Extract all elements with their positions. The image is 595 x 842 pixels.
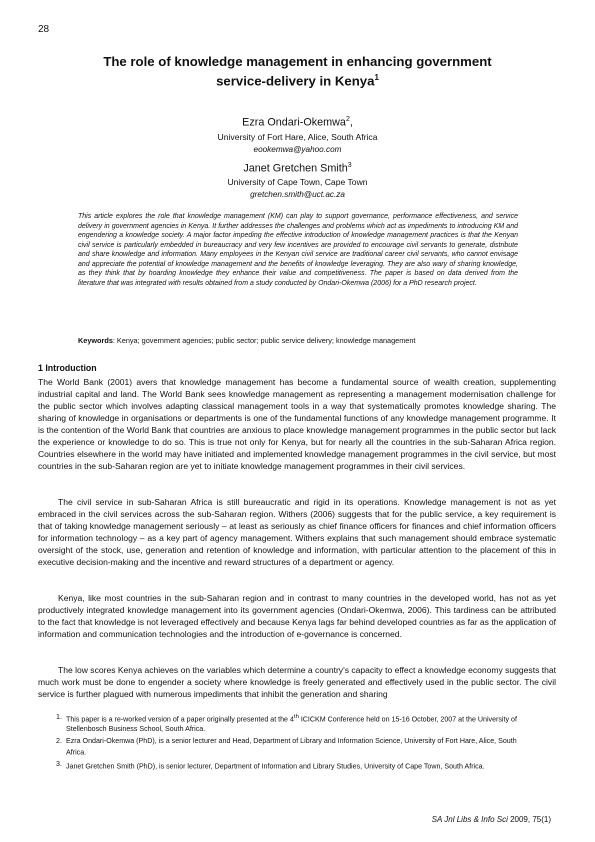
- author-name: [0, 162, 595, 175]
- author-name-text: Ezra Ondari-Okemwa: [242, 116, 346, 129]
- footnote: [56, 737, 536, 759]
- journal-name: SA Jnl Libs & Info Sci: [431, 815, 508, 824]
- footnote: [56, 713, 536, 735]
- title-line-1: The role of knowledge management in enhancing government: [103, 54, 492, 69]
- keywords: [78, 336, 538, 345]
- author-footnote-mark: 3: [347, 162, 352, 169]
- body-paragraph: The low scores Kenya achieves on the variables which determine a country's capacity to effect a knowledge economy suggests that much work must be done to engender a society where knowledge is freely generated and effectively used in the public sector. The civil service is further plagued with numerous impediments that inhibit the generation and sharing: [38, 665, 556, 700]
- keywords-text: : Kenya; government agencies; public sector; public service delivery; knowledge management: [112, 336, 416, 345]
- author-footnote-mark: 2: [345, 116, 350, 123]
- footnote-number: 2.: [56, 736, 62, 745]
- author-name: [0, 116, 595, 129]
- title-footnote-mark: 1: [374, 73, 379, 82]
- author-block-2: [0, 162, 595, 199]
- article-title: [60, 54, 535, 89]
- abstract: This article explores the role that knowledge management (KM) can play to support governance, performance effectiveness, and service delivery in government agencies in Kenya. It further addresses the challenges and problems which act as impediments to introducing KM and engendering a knowledge society. A major factor impeding the effective introduction of knowledge management practices is that the Kenyan civil service is particularly embedded in bureaucracy and very few incentives are provided to encourage civil servants to generate, distribute and share knowledge and information. Many employees in the Kenyan civil service are traditional career civil servants, who cannot envisage and appreciate the potential of knowledge management and the benefits of knowledge leveraging. They are also wary of sharing knowledge, as they think that by hoarding knowledge they enhance their value and competitiveness. The paper is based on data derived from the literature that was integrated with results obtained from a study conducted by Ondari-Okemwa (2006) for a PhD research project.: [78, 213, 518, 287]
- footnote-number: 1.: [56, 713, 62, 721]
- author-block-1: [0, 116, 595, 154]
- footnote-text-start: Ezra Ondari-Okemwa (PhD), is a senior lecturer and Head, Department of Library and Information Science, University of Fort Hare, Alice, South Africa.: [66, 736, 517, 757]
- footnote-text: [66, 713, 536, 735]
- footnote-ordinal: th: [293, 714, 299, 720]
- footnote: [56, 760, 536, 772]
- page-number: 28: [38, 24, 50, 35]
- author-affiliation: University of Fort Hare, Alice, South Africa: [217, 131, 378, 142]
- title-line-2: [60, 70, 535, 89]
- footnote-text-start: This paper is a re-worked version of a paper originally presented at the 4: [66, 715, 294, 724]
- journal-issue: 2009, 75(1): [507, 815, 551, 824]
- body-paragraph: The civil service in sub-Saharan Africa is still bureaucratic and rigid in its operations. Knowledge management is not as yet embraced in the civil services across the sub-Saharan region. Withers (2006) suggests that for the public service, a key requirement is that of taking knowledge management seriously – at least as seriously as chief finance officers for finances and chief information officers for information technology – as a key part of agency management. Withers explains that such management should embrace systematic oversight of the stock, use, generation and retention of knowledge and information, with particular attention to the placement of this in executive decision-making and the incentive and reward structures of a department or agency.: [38, 497, 556, 568]
- author-email: gretchen.smith@uct.ac.za: [250, 189, 345, 199]
- title-line-2-text: service-delivery in Kenya: [216, 73, 375, 89]
- footnotes: [56, 713, 536, 775]
- author-email: eookemwa@yahoo.com: [253, 144, 342, 154]
- author-name-text: Janet Gretchen Smith: [243, 162, 348, 175]
- journal-footer: [432, 815, 551, 824]
- footnote-text: [66, 760, 536, 772]
- body-paragraph: Kenya, like most countries in the sub-Saharan region and in contrast to many countries in the developed world, has not as yet productively integrated knowledge management into its government agencies (Ondari-Okemwa, 2006). This tardiness can be attributed to the fact that knowledge is not leveraged effectively and because Kenya lags far behind developed countries as far as the application of information and communication technologies and the introduction of e-governance is concerned.: [38, 593, 556, 640]
- body-paragraph: The World Bank (2001) avers that knowledge management has become a fundamental source of wealth creation, supplementing industrial capital and land. The World Bank sees knowledge management as representing a management modernisation challenge for the public sector which involves adapting classical management tools in a way that systematically promotes knowledge sharing. The sharing of knowledge in organisations or departments is one of the fundamental functions of any knowledge management programme. It is the contention of the World Bank that countries are anxious to place knowledge management programmes in the public sector but lack the experience or knowledge to do so. This is true not only for Kenya, but for nearly all the countries in the sub-Saharan Africa region. Countries elsewhere in the world may have initiated and implemented knowledge management programmes in the civil service, but most countries in the sub-Saharan region are yet to initiate knowledge management programmes in their civil services.: [38, 377, 556, 472]
- footnote-text-end: ICICKM Conference held on 15-16 October, 2007 at the University of Stellenbosch Business School, South Africa.: [66, 715, 517, 733]
- author-name-suffix: ,: [349, 116, 353, 129]
- section-heading: 1 Introduction: [38, 363, 97, 373]
- footnote-text: [66, 737, 536, 759]
- footnote-text-start: Janet Gretchen Smith (PhD), is senior lecturer, Department of Information and Library Studies, University of Cape Town, South Africa.: [66, 762, 485, 771]
- footnote-number: 3.: [56, 760, 62, 769]
- author-affiliation: University of Cape Town, Cape Town: [227, 176, 368, 187]
- keywords-label: Keywords: [78, 336, 113, 345]
